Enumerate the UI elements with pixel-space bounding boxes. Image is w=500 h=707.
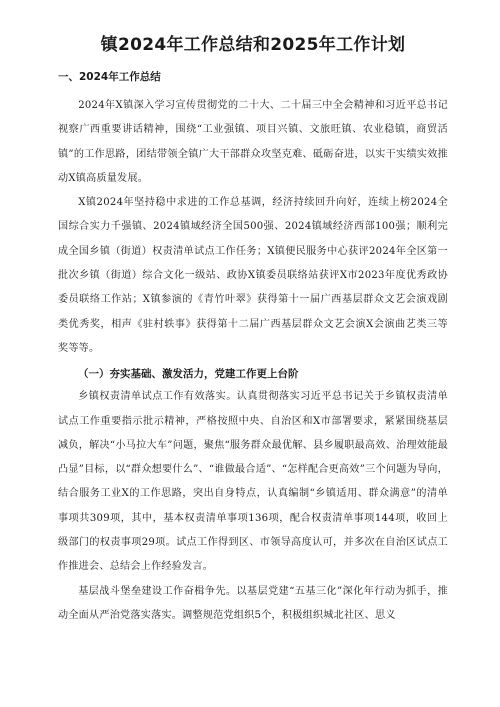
- document-title: 镇2024年工作总结和2025年工作计划: [100, 35, 406, 55]
- paragraph-grassroots-building: 基层战斗堡垒建设工作奋楫争先。以基层党建“五基三化”深化年行动为抓手，推动全面从严治党落实落实。调整规范党组织5个，积极组织城北社区、思义: [58, 585, 448, 621]
- paragraph-achievements: X镇2024年坚持稳中求进的工作总基调，经济持续回升向好，连续上榜2024全国综合实力千强镇、2024镇域经济全国500强、2024镇域经济西部100强；顺利完成全国乡镇（街道）权责清单试点工作任务；X镇便民服务中心获评2024年全区第一批次乡镇（街道）综合文化一级站、政协X镇委员联络站获评X市2023年度优秀政协委员联络工作站；X镇参演的《青竹叶翠》获得第十一届广西基层群众文艺会演戏剧类优秀奖，相声《驻村轶事》获得第十二届广西基层群众文艺会演X会演曲艺类三等奖等等。: [58, 197, 448, 354]
- subsection-heading-party-building: （一）夯实基础、激发活力，党建工作更上台阶: [78, 368, 299, 381]
- paragraph-power-list-pilot: 乡镇权责清单试点工作有效落实。认真贯彻落实习近平总书记关于乡镇权责清单试点工作重要指示批示精神，严格按照中央、自治区和X市部署要求，紧紧围绕基层减负，解决“小马拉大车”问题，聚焦“服务群众最优解、县乡履职最高效、治理效能最凸显”目标，以“群众想要什么”、“谁做最合适”、“怎样配合更高效”三个问题为导向，结合服务工业X的工作思路，突出自身特点，认真编制“乡镇适用、群众满意”的清单事项共309项，其中，基本权责清单事项136项，配合权责清单事项144项，收回上级部门的权责事项29项。试点工作得到区、市领导高度认可，并多次在自治区试点工作推进会、总结会上作经验发言。: [58, 391, 448, 573]
- section-heading-2024-summary: 一、2024年工作总结: [58, 71, 161, 83]
- paragraph-intro: 2024年X镇深入学习宣传贯彻党的二十大、二十届三中全会精神和习近平总书记视察广西重要讲话精神，围绕“工业强镇、项目兴镇、文旅旺镇、农业稳镇，商贸活镇”的工作思路，团结带领全镇广大干部群众攻坚克难、砥砺奋进，以实干实绩实效推动X镇高质量发展。: [58, 100, 448, 184]
